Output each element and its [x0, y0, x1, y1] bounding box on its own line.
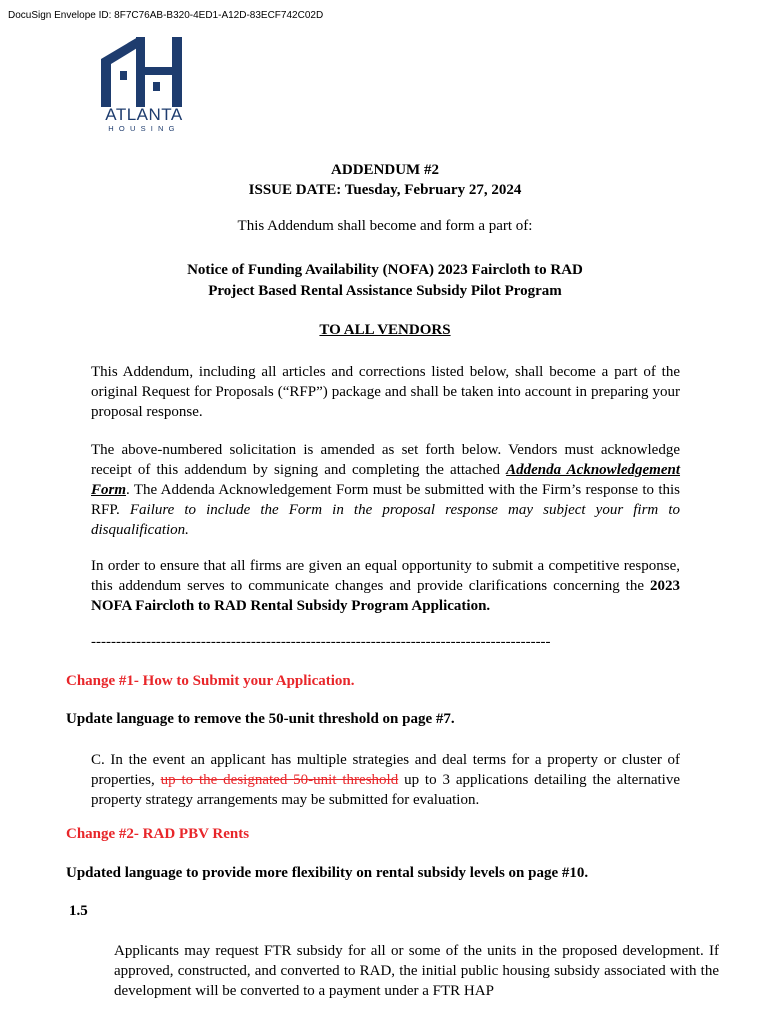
change1-text-after: up to 3 applications detailing the alternative property strategy arrangements may be submitted for evaluation. [91, 772, 680, 808]
house-icon [98, 37, 190, 107]
addenda-acknowledgement-link[interactable]: Addenda Acknowledgement [506, 462, 681, 478]
section-number: 1.5 [69, 903, 88, 919]
change2-heading: Change #2- RAD PBV Rents [66, 826, 250, 842]
addendum-number: ADDENDUM #2 [331, 162, 439, 178]
acknowledge-text-2: . The Addenda Acknowledgement Form must be submitted with the Firm’s response to this RFP. [91, 482, 680, 518]
change1-body [91, 750, 680, 810]
docusign-envelope-id: DocuSign Envelope ID: 8F7C76AB-B320-4ED1-A12D-83ECF742C02D [8, 10, 324, 21]
to-all-vendors: TO ALL VENDORS [319, 322, 451, 338]
paragraph-intro: This Addendum, including all articles and corrections listed below, shall become a part of the original Request for Proposals (“RFP”) package and shall be taken into account in preparing your proposal response. [91, 364, 680, 420]
atlanta-housing-logo [98, 37, 190, 137]
change1-text: C. In the event an applicant has multiple strategies and deal terms for a property or cluster of properties, [91, 752, 680, 788]
change2-subheading: Updated language to provide more flexibility on rental subsidy levels on page #10. [66, 865, 589, 881]
change1-heading: Change #1- How to Submit your Application. [66, 673, 355, 689]
issue-date: ISSUE DATE: Tuesday, February 27, 2024 [248, 182, 522, 198]
acknowledge-text: The above-numbered solicitation is amended as set forth below. Vendors must acknowledge receipt of this addendum by signing and completing the attached [91, 442, 680, 478]
change2-body: Applicants may request FTR subsidy for all or some of the units in the proposed development. If approved, constructed, and converted to RAD, the initial public housing subsidy associated with the development will be converted to a payment under a FTR HAP [114, 943, 719, 999]
paragraph-acknowledge [91, 440, 680, 540]
program-name: 2023 NOFA Faircloth to RAD Rental Subsidy Program Application. [91, 578, 680, 614]
struck-text: up to the designated 50-unit threshold [160, 772, 399, 788]
nofa-title-line2: Project Based Rental Assistance Subsidy Pilot Program [208, 283, 562, 299]
paragraph-purpose [91, 556, 680, 616]
purpose-text: In order to ensure that all firms are given an equal opportunity to submit a competitive response, this addendum serves to communicate changes and provide clarifications concerning the [91, 558, 680, 594]
disqualification-warning: Failure to include the Form in the proposal response may subject your firm to disqualification. [91, 502, 680, 538]
logo-subtitle: HOUSING [108, 124, 180, 133]
change1-subheading: Update language to remove the 50-unit threshold on page #7. [66, 711, 455, 727]
nofa-title-line1: Notice of Funding Availability (NOFA) 2023 Faircloth to RAD [187, 262, 583, 278]
form-link[interactable]: Form [91, 482, 127, 498]
logo-wordmark: ATLANTA [105, 105, 183, 124]
divider-line: -------------------------------------------------------------------------------------------- [91, 634, 551, 650]
form-part-statement: This Addendum shall become and form a part of: [237, 218, 533, 234]
